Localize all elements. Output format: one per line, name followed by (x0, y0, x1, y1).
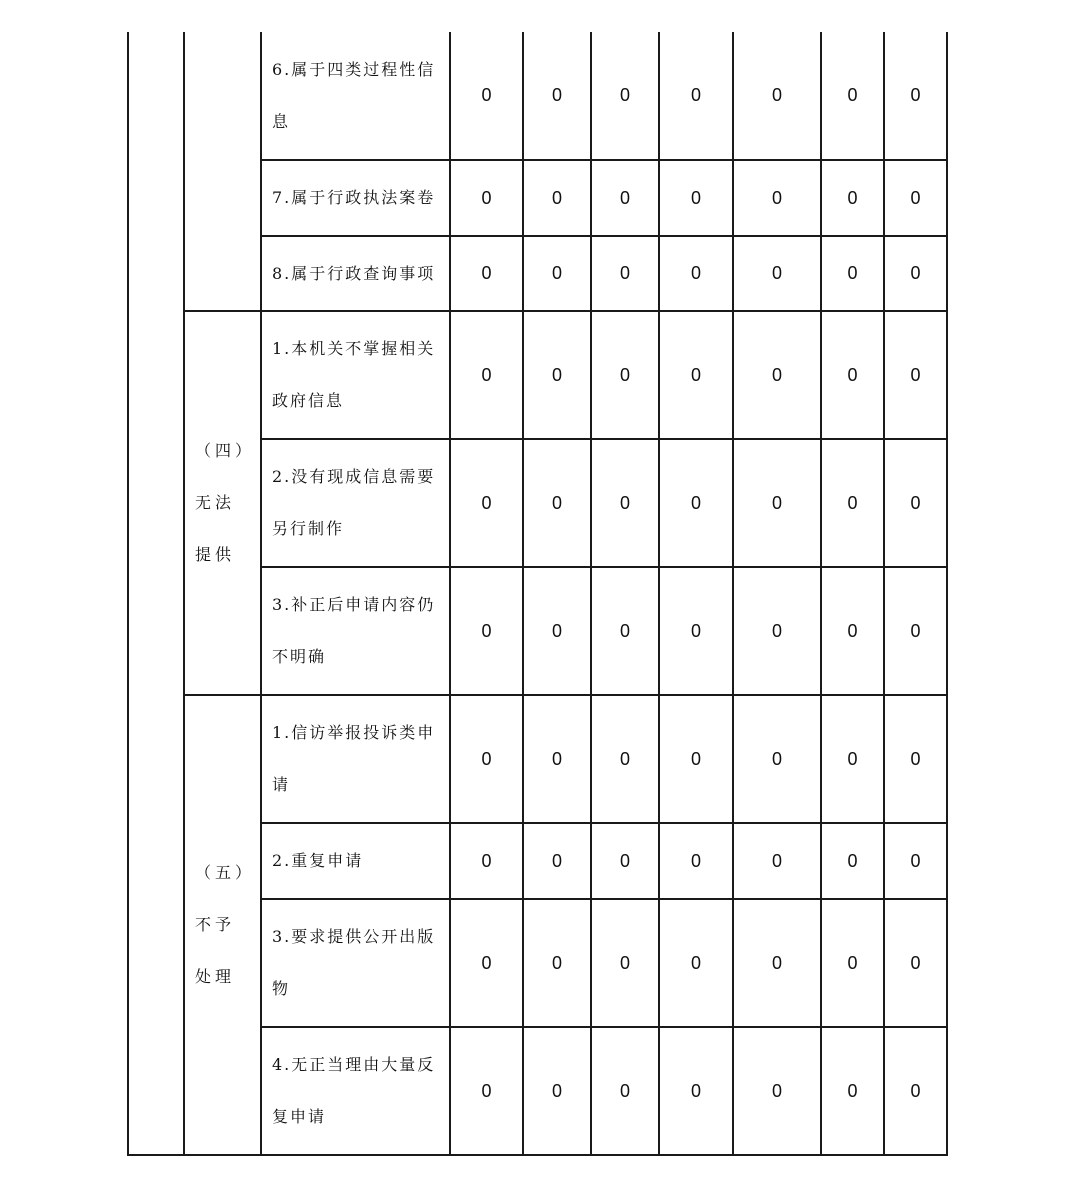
value-cell: 0 (591, 311, 659, 439)
value-cell: 0 (659, 695, 733, 823)
value-cell: 0 (591, 899, 659, 1027)
value-cell: 0 (523, 160, 591, 236)
value-cell: 0 (659, 823, 733, 899)
item-label: 6.属于四类过程性信息 (272, 59, 436, 131)
table-row (128, 695, 947, 823)
value-cell: 0 (659, 567, 733, 695)
value-cell: 0 (884, 823, 947, 899)
value-cell: 0 (523, 236, 591, 311)
value-cell: 0 (821, 311, 884, 439)
category-column-cell (128, 32, 184, 1155)
value-cell: 0 (733, 899, 821, 1027)
value-cell: 0 (659, 160, 733, 236)
item-label: 1.本机关不掌握相关政府信息 (272, 339, 436, 410)
value-cell: 0 (591, 32, 659, 160)
value-cell: 0 (450, 695, 523, 823)
value-cell: 0 (591, 236, 659, 311)
value-cell: 0 (884, 311, 947, 439)
value-cell: 0 (821, 1027, 884, 1155)
item-label-cell (261, 1027, 450, 1155)
value-cell: 0 (523, 1027, 591, 1155)
value-cell: 0 (733, 823, 821, 899)
item-label: 4.无正当理由大量反复申请 (272, 1055, 436, 1126)
value-cell: 0 (659, 32, 733, 160)
value-cell: 0 (884, 1027, 947, 1155)
table-row (128, 311, 947, 439)
item-label: 3.补正后申请内容仍不明确 (272, 595, 436, 666)
value-cell: 0 (450, 236, 523, 311)
value-cell: 0 (523, 567, 591, 695)
item-label: 2.没有现成信息需要另行制作 (272, 467, 436, 538)
item-label-cell (261, 899, 450, 1027)
value-cell: 0 (884, 32, 947, 160)
value-cell: 0 (523, 32, 591, 160)
value-cell: 0 (884, 439, 947, 567)
group-label: （四）无法提供 (195, 441, 248, 564)
value-cell: 0 (450, 32, 523, 160)
item-label-cell (261, 32, 450, 160)
value-cell: 0 (523, 439, 591, 567)
value-cell: 0 (821, 439, 884, 567)
value-cell: 0 (659, 899, 733, 1027)
value-cell: 0 (884, 160, 947, 236)
value-cell: 0 (733, 32, 821, 160)
value-cell: 0 (733, 1027, 821, 1155)
value-cell: 0 (821, 32, 884, 160)
value-cell: 0 (659, 311, 733, 439)
value-cell: 0 (821, 899, 884, 1027)
item-label-cell (261, 567, 450, 695)
table-row (128, 32, 947, 160)
item-label: 7.属于行政执法案卷 (272, 188, 436, 207)
value-cell: 0 (733, 311, 821, 439)
value-cell: 0 (733, 160, 821, 236)
value-cell: 0 (591, 823, 659, 899)
value-cell: 0 (450, 311, 523, 439)
value-cell: 0 (821, 160, 884, 236)
item-label-cell (261, 311, 450, 439)
value-cell: 0 (591, 160, 659, 236)
group-label-cell (184, 695, 261, 1155)
value-cell: 0 (591, 1027, 659, 1155)
value-cell: 0 (821, 567, 884, 695)
value-cell: 0 (659, 1027, 733, 1155)
statistics-table (127, 32, 948, 1156)
item-label: 8.属于行政查询事项 (272, 263, 436, 283)
group-label-cell (184, 32, 261, 311)
value-cell: 0 (450, 160, 523, 236)
value-cell: 0 (884, 567, 947, 695)
value-cell: 0 (884, 236, 947, 311)
value-cell: 0 (523, 823, 591, 899)
value-cell: 0 (821, 236, 884, 311)
item-label: 3.要求提供公开出版物 (272, 927, 436, 998)
value-cell: 0 (884, 695, 947, 823)
value-cell: 0 (450, 1027, 523, 1155)
value-cell: 0 (450, 567, 523, 695)
value-cell: 0 (733, 567, 821, 695)
item-label: 2.重复申请 (272, 851, 364, 870)
item-label-cell (261, 236, 450, 311)
value-cell: 0 (591, 439, 659, 567)
value-cell: 0 (450, 439, 523, 567)
value-cell: 0 (884, 899, 947, 1027)
item-label-cell (261, 439, 450, 567)
value-cell: 0 (523, 899, 591, 1027)
value-cell: 0 (523, 695, 591, 823)
item-label: 1.信访举报投诉类申请 (272, 723, 436, 794)
value-cell: 0 (659, 439, 733, 567)
value-cell: 0 (450, 899, 523, 1027)
group-label: （五）不予处理 (195, 863, 248, 986)
value-cell: 0 (659, 236, 733, 311)
value-cell: 0 (450, 823, 523, 899)
value-cell: 0 (733, 236, 821, 311)
value-cell: 0 (591, 695, 659, 823)
item-label-cell (261, 695, 450, 823)
item-label-cell (261, 823, 450, 899)
group-label-cell (184, 311, 261, 695)
value-cell: 0 (591, 567, 659, 695)
item-label-cell (261, 160, 450, 236)
value-cell: 0 (523, 311, 591, 439)
value-cell: 0 (733, 439, 821, 567)
value-cell: 0 (733, 695, 821, 823)
value-cell: 0 (821, 695, 884, 823)
value-cell: 0 (821, 823, 884, 899)
